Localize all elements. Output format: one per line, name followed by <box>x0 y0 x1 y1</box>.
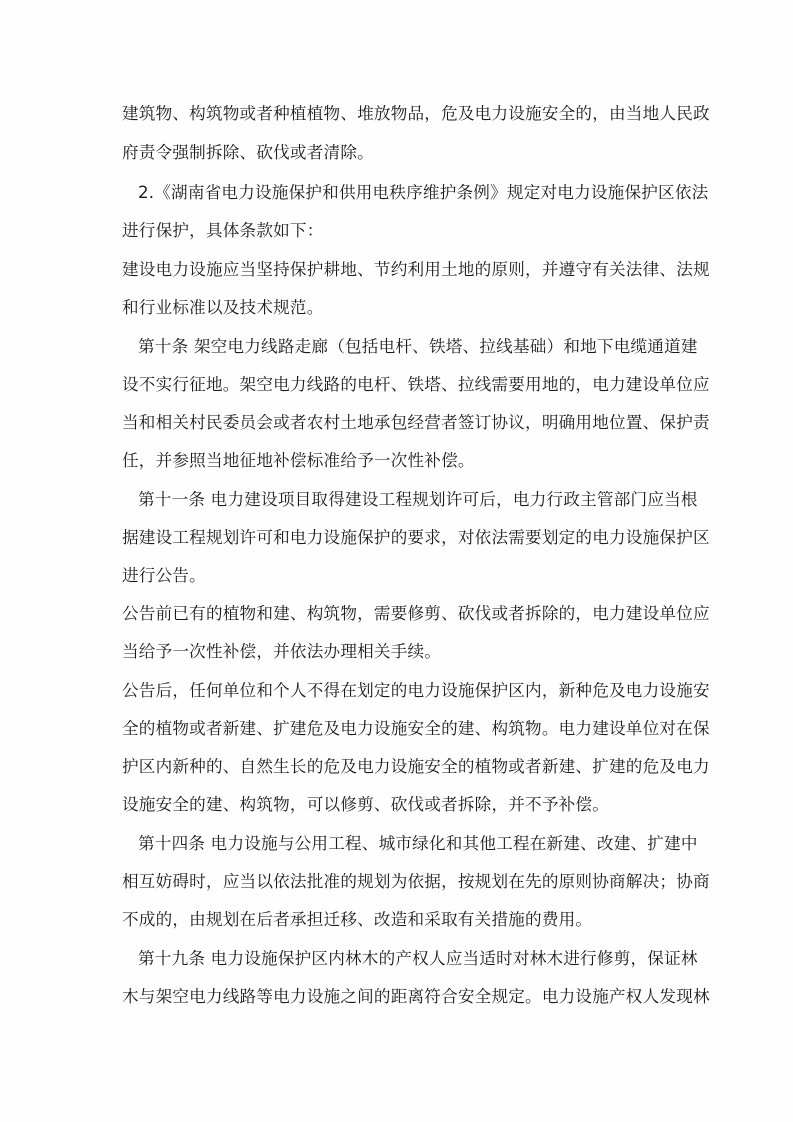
text-line: 第十一条 电力建设项目取得建设工程规划许可后，电力行政主管部门应当根 <box>138 490 698 509</box>
text-line: 护区内新种的、自然生长的危及电力设施安全的植物或者新建、扩建的危及电力 <box>122 757 710 776</box>
text-line: 当和相关村民委员会或者农村土地承包经营者签订协议，明确用地位置、保护责 <box>122 413 710 432</box>
text-line: 木与架空电力线路等电力设施之间的距离符合安全规定。电力设施产权人发现林 <box>122 987 710 1006</box>
text-line: 设施安全的建、构筑物，可以修剪、砍伐或者拆除，并不予补偿。 <box>122 795 610 814</box>
text-line: 府责令强制拆除、砍伐或者清除。 <box>122 143 374 162</box>
text-line: 和行业标准以及技术规范。 <box>122 298 324 317</box>
text-line: 任，并参照当地征地补偿标准给予一次性补偿。 <box>122 451 475 470</box>
text-line: 不成的，由规划在后者承担迁移、改造和采取有关措施的费用。 <box>122 910 593 929</box>
text-line: 建设电力设施应当坚持保护耕地、节约利用土地的原则，并遵守有关法律、法规 <box>122 260 710 279</box>
text-line: 公告后，任何单位和个人不得在划定的电力设施保护区内，新种危及电力设施安 <box>122 681 710 700</box>
text-line: 全的植物或者新建、扩建危及电力设施安全的建、构筑物。电力建设单位对在保 <box>122 719 710 738</box>
text-line: 第十九条 电力设施保护区内林木的产权人应当适时对林木进行修剪，保证林 <box>138 949 698 968</box>
text-line: 当给予一次性补偿，并依法办理相关手续。 <box>122 642 442 661</box>
text-line: 第十四条 电力设施与公用工程、城市绿化和其他工程在新建、改建、扩建中 <box>138 834 698 853</box>
text-line: 相互妨碍时，应当以依法批准的规划为依据，按规划在先的原则协商解决；协商 <box>122 872 710 891</box>
text-line: 据建设工程规划许可和电力设施保护的要求，对依法需要划定的电力设施保护区 <box>122 528 710 547</box>
text-line: 进行公告。 <box>122 566 206 585</box>
text-line: 建筑物、构筑物或者种植植物、堆放物品，危及电力设施安全的，由当地人民政 <box>122 104 710 123</box>
text-line: 2.《湖南省电力设施保护和供用电秩序维护条例》规定对电力设施保护区依法 <box>138 183 709 202</box>
text-line: 设不实行征地。架空电力线路的电杆、铁塔、拉线需要用地的，电力建设单位应 <box>122 375 710 394</box>
text-line: 进行保护，具体条款如下： <box>122 221 324 240</box>
text-line: 公告前已有的植物和建、构筑物，需要修剪、砍伐或者拆除的，电力建设单位应 <box>122 604 710 623</box>
text-line: 第十条 架空电力线路走廊（包括电杆、铁塔、拉线基础）和地下电缆通道建 <box>138 337 698 356</box>
